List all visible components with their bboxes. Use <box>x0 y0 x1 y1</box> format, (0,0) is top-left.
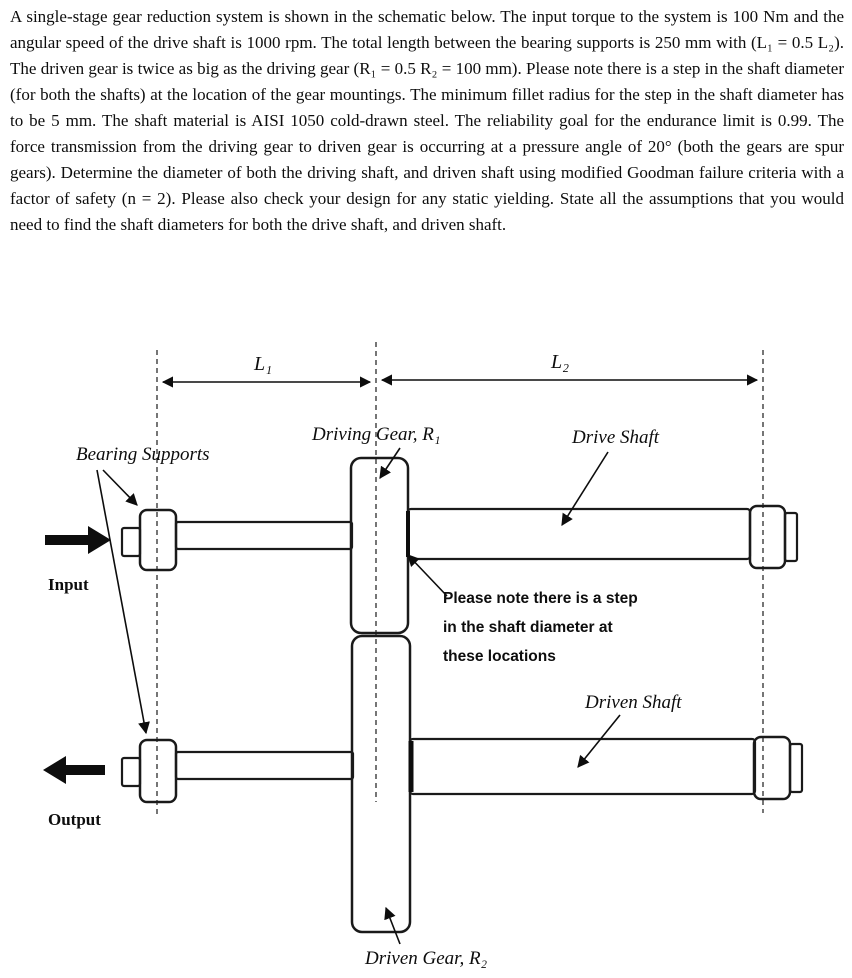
drive-right-bearing-cap <box>785 513 797 561</box>
driving-gear-leader-arrow <box>380 448 400 478</box>
drive-shaft-thin-section <box>176 522 352 549</box>
step-note-line1: Please note there is a step <box>443 590 638 607</box>
output-label: Output <box>48 810 101 829</box>
problem-statement: A single-stage gear reduction system is shown in the schematic below. The input torque to the system is 100 Nm and the angular speed of the drive shaft is 1000 rpm. The total length between the bearing supports is 250 mm with (L₁ = 0.5 L₂). The driven gear is twice as big as the driving gear (R₁ = 0.5 R₂ = 100 mm). Please note there is a step in the shaft diameter (for both the shafts) at the location of the gear mountings. The minimum fillet radius for the step in the shaft diameter has to be 5 mm. The shaft material is AISI 1050 cold-drawn steel. The reliability goal for the endurance limit is 0.99. The force transmission from the driving gear to driven gear is occurring at a pressure angle of 20° (both the gears are spur gears). Determine the diameter of both the driving shaft, and driven shaft using modified Goodman failure criteria with a factor of safety (n = 2). Please also check your design for any static yielding. State all the assumptions that you would need to find the shaft diameters for both the drive shaft, and driven shaft. <box>10 7 844 234</box>
driving-gear-label: Driving Gear, R₁ <box>312 424 441 445</box>
drive-shaft-leader-arrow <box>562 452 608 525</box>
bearing-supports-arrow-upper <box>103 470 137 505</box>
driven-shaft-label: Driven Shaft <box>585 692 682 713</box>
driven-shaft-leader-arrow <box>578 715 620 767</box>
driven-shaft-thick-section <box>410 739 755 794</box>
driven-gear-label: Driven Gear, R₂ <box>365 948 488 969</box>
driven-right-bearing <box>754 737 790 799</box>
input-label: Input <box>48 575 89 594</box>
driven-shaft-stub <box>122 758 140 786</box>
step-note <box>408 555 638 665</box>
driven-right-bearing-cap <box>790 744 802 792</box>
driven-shaft-thin-section <box>176 752 353 779</box>
bearing-supports-label: Bearing Supports <box>76 444 210 465</box>
driving-gear <box>351 458 408 633</box>
dimension-label-l1: L₁ <box>253 353 273 375</box>
bearing-supports-arrow-lower <box>97 470 146 733</box>
drive-shaft-thick-section <box>408 509 750 559</box>
gear-schematic <box>0 330 852 978</box>
step-note-line3: these locations <box>443 648 556 665</box>
driven-gear-leader-arrow <box>386 908 400 944</box>
output-arrow <box>43 756 105 784</box>
driven-gear <box>352 636 410 932</box>
driven-left-bearing <box>140 740 176 802</box>
dimension-label-l2: L₂ <box>550 351 570 373</box>
step-note-leader-arrow <box>408 555 447 596</box>
drive-right-bearing <box>750 506 785 568</box>
drive-left-bearing <box>140 510 176 570</box>
input-arrow <box>45 526 111 554</box>
step-note-line2: in the shaft diameter at <box>443 619 613 636</box>
drive-shaft-label: Drive Shaft <box>572 427 660 448</box>
drive-shaft-assembly <box>45 458 797 633</box>
drive-shaft-stub <box>122 528 140 556</box>
